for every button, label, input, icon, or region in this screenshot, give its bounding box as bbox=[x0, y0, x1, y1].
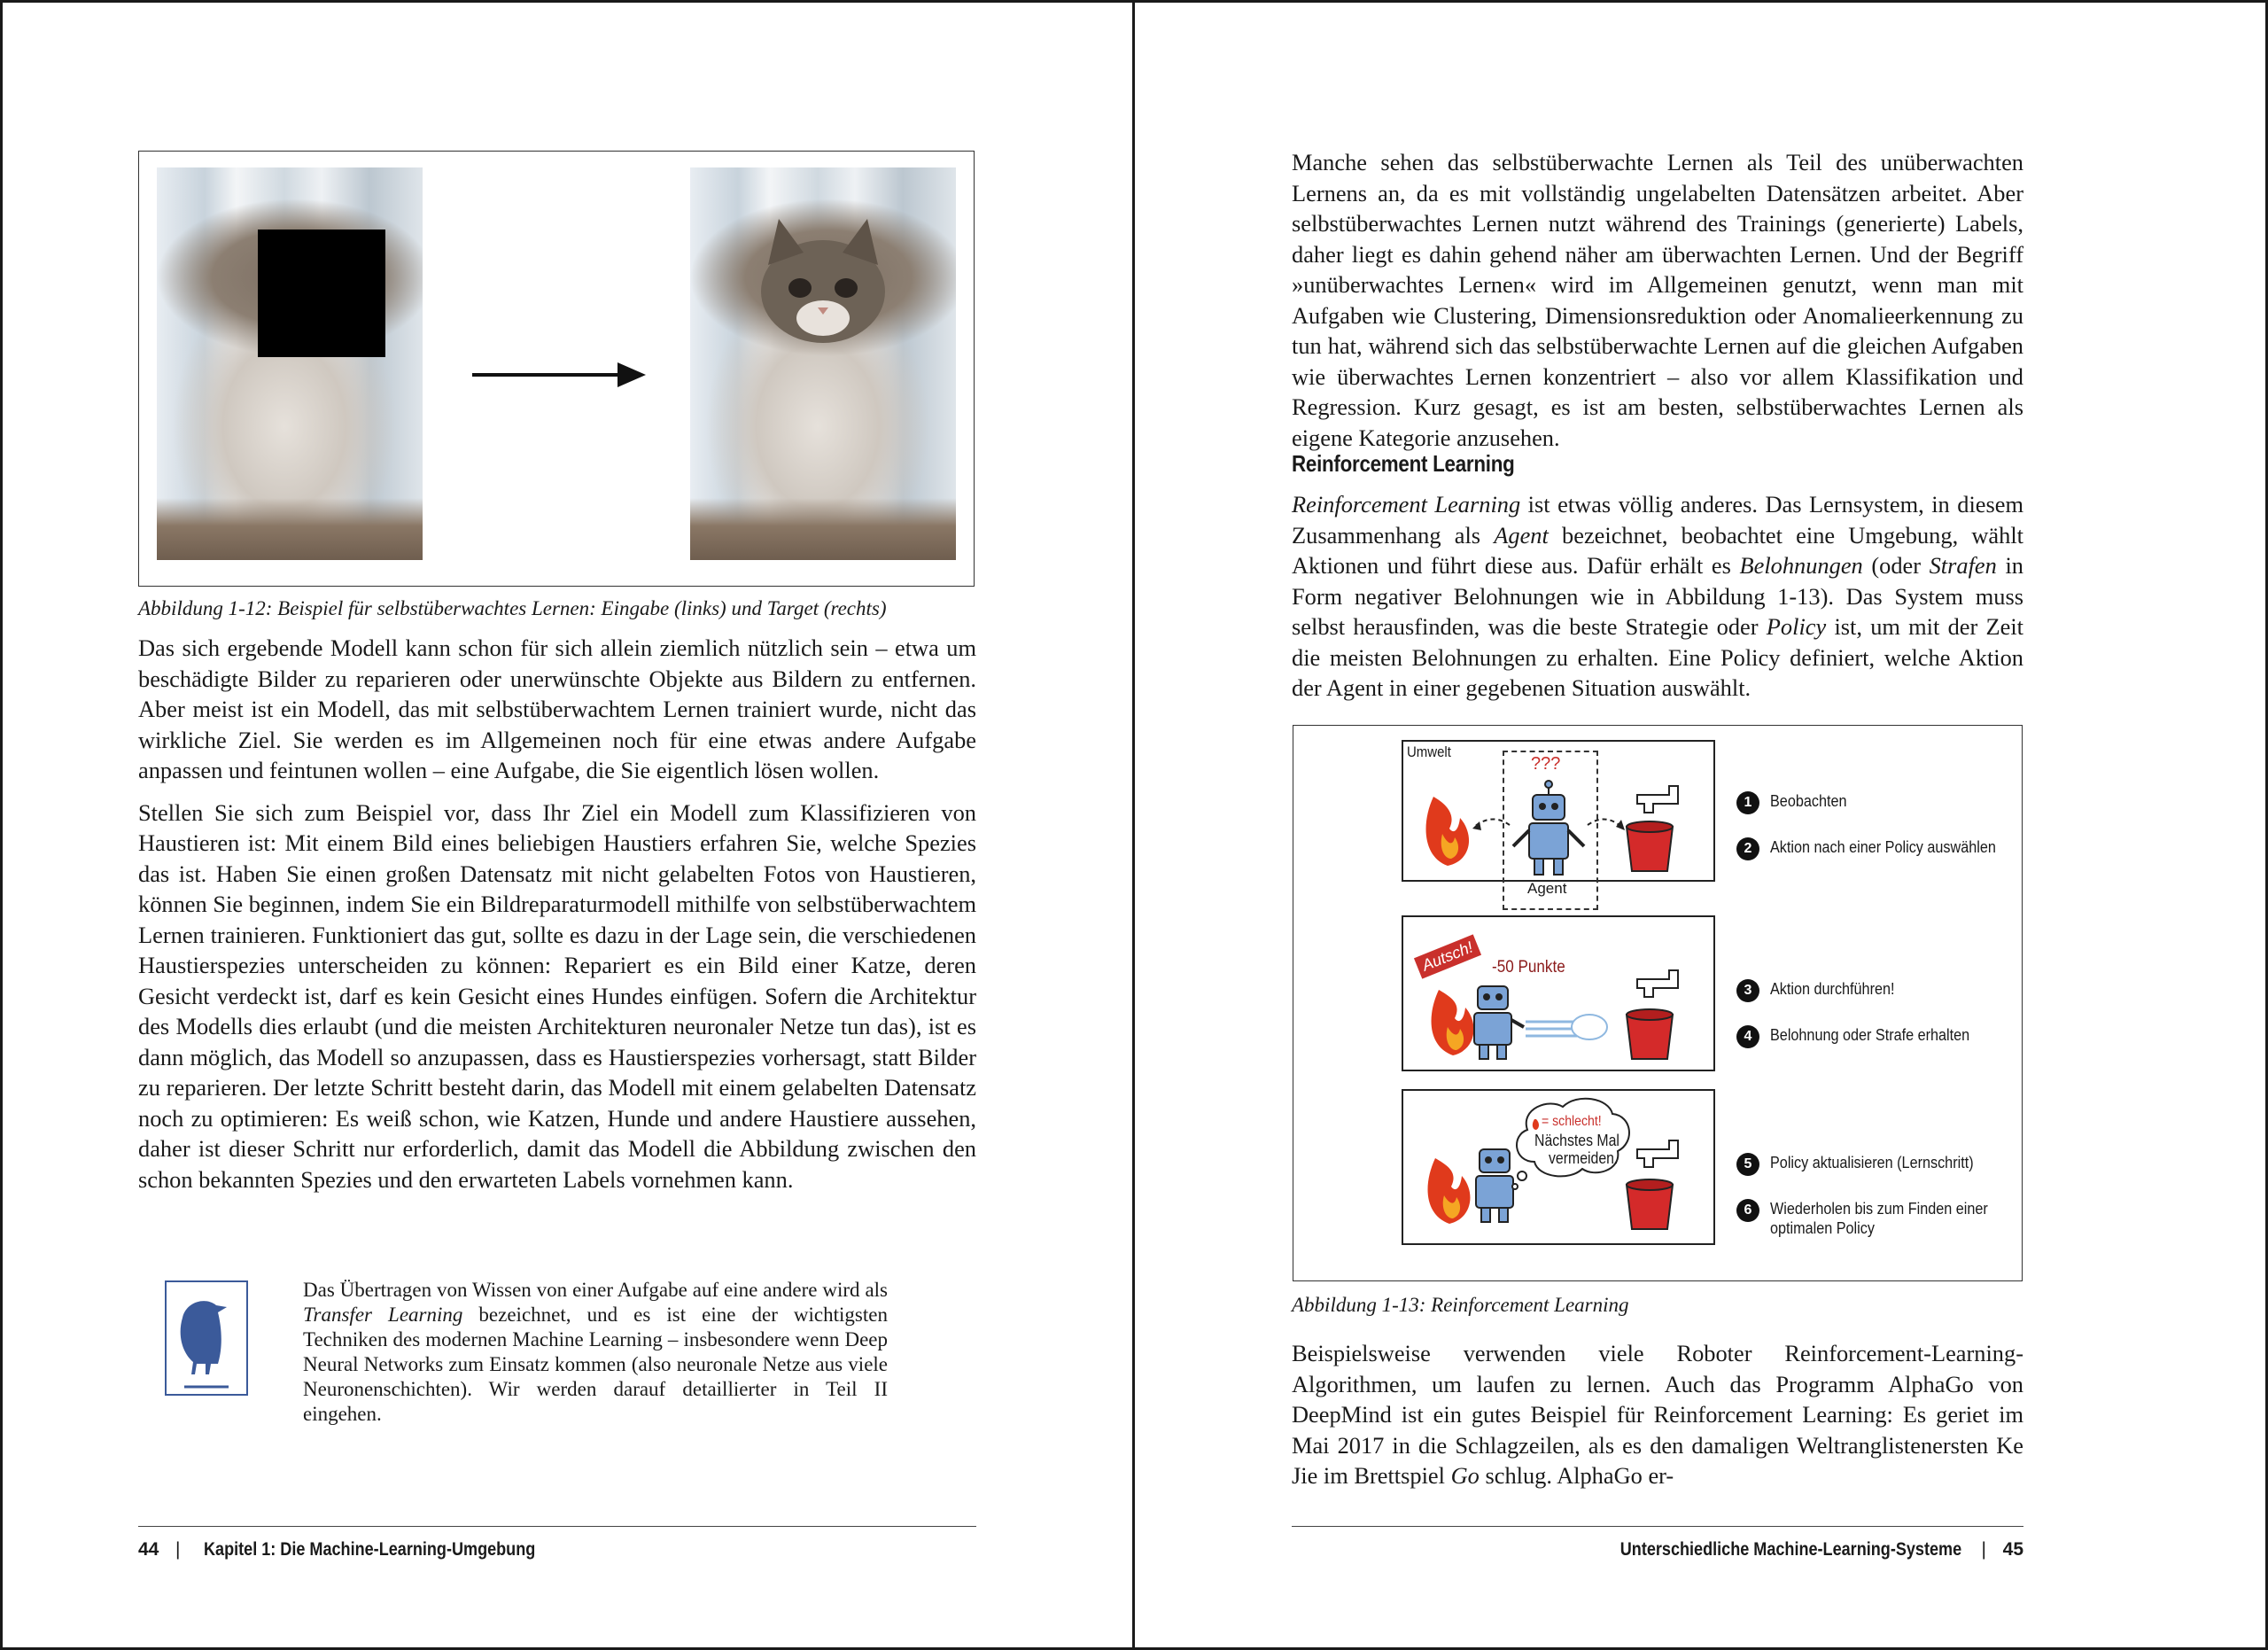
panel-learn bbox=[1402, 1089, 1715, 1245]
paragraph bbox=[1292, 489, 2023, 704]
step-item bbox=[1736, 979, 2036, 1002]
text-part: ist etwas völlig anderes. Das Lernsystem, in diesem Zusammenhang als bbox=[1292, 491, 2024, 549]
act-scene bbox=[1403, 917, 1713, 1070]
step-number-badge: 6 bbox=[1736, 1199, 1759, 1222]
paragraph: Stellen Sie sich zum Beispiel vor, dass Ihr Ziel ein Modell zum Klassifizieren von Haustieren ist: Mit einem Bild eines beliebigen Haustiers erfahren Sie, welche Spezies das ist. Haben Sie einen großen Datensatz mit nicht gelabelten Fotos von Haustieren, können Sie beginnen, indem Sie ein Bildreparaturmodell mithilfe von selbstüberwachtem Lernen trainieren. Funktioniert das gut, sollte es dazu in der Lage sein, die verschiedenen Haustierspezies unterscheiden zu können: Repariert es ein Bild einer Katze, deren Gesicht verdeckt ist, darf es kein Gesicht eines Hundes einfügen. Sofern die Architektur des Modells dies erlaubt (und die meisten Architekturen neuronaler Netze tun das), ist es dann möglich, das Modell so anzupassen, dass es Haustierspezies vorhersagt, statt Bilder zu reparieren. Der letzte Schritt besteht darin, das Modell mit einem gelabelten Datensatz noch zu optimieren: Es weiß schon, wie Katzen, Hunde und andere Haustiere aussehen, daher ist dieser Schritt nur erforderlich, damit das Modell die Abbildung zwischen den schon bekannten Spezies und den erwarteten Labels vornehmen kann. bbox=[138, 798, 976, 1193]
step-number-badge: 3 bbox=[1736, 979, 1759, 1002]
right-body-bottom bbox=[1292, 1338, 2023, 1503]
step-number-badge: 2 bbox=[1736, 837, 1759, 860]
tip-icon bbox=[165, 1280, 248, 1396]
figure-1-13-caption: Abbildung 1-13: Reinforcement Learning bbox=[1292, 1294, 1629, 1316]
step-label: Aktion durchführen! bbox=[1770, 980, 1895, 998]
umwelt-label: Umwelt bbox=[1407, 743, 1451, 760]
left-body-text bbox=[138, 633, 976, 1206]
figure-1-12-caption: Abbildung 1-12: Beispiel für selbstüberwachtes Lernen: Eingabe (links) und Target (rechts) bbox=[138, 597, 887, 619]
left-footer bbox=[138, 1526, 976, 1571]
step-item bbox=[1736, 1025, 2036, 1048]
paragraph: Manche sehen das selbstüberwachte Lernen als Teil des unüberwachten Lernens an, da es mit vollständig ungelabelten Datensätzen arbeitet. Aber selbstüberwachtes Lernen nutzt während des Trainings (generierte) Labels, daher liegt es dahin gehend näher am überwachten Lernen. Und der Begriff »unüberwachtes Lernen« wird im Allgemeinen genutzt, wenn man mit Aufgaben wie Clustering, Dimensionsreduktion oder Anomalieerkennung zu tun hat, während sich das selbstüberwachte Lernen auf die gleichen Aufgaben wie überwachtes Lernen konzentriert – also vor allem Klassifikation und Regression. Kurz gesagt, es ist am besten, selbstüberwachtes Lernen als eigene Kategorie anzusehen. bbox=[1292, 149, 2023, 451]
left-page bbox=[0, 0, 1133, 1650]
step-item bbox=[1736, 1153, 2036, 1176]
crow-icon bbox=[167, 1282, 246, 1394]
chapter-title: Kapitel 1: Die Machine-Learning-Umgebung bbox=[204, 1539, 536, 1560]
text-part: in Form negativer Belohnungen wie in Abbildung 1-13). Das System muss selbst herausfinden, was die beste Strategie oder bbox=[1292, 552, 2023, 640]
panel-observe bbox=[1402, 740, 1715, 897]
text-part: (oder bbox=[1862, 552, 1930, 579]
text-part: schlug. AlphaGo er- bbox=[1479, 1462, 1674, 1489]
tip-text bbox=[303, 1278, 888, 1427]
agent-label: Agent bbox=[1527, 880, 1567, 897]
paragraph bbox=[1292, 1338, 2023, 1491]
step-label: Aktion nach einer Policy auswählen bbox=[1770, 838, 1996, 856]
page-number: 44 bbox=[138, 1539, 159, 1560]
right-page bbox=[1135, 0, 2268, 1650]
paragraph: Das sich ergebende Modell kann schon für sich allein ziemlich nützlich sein – etwa um beschädigte Bilder zu reparieren oder unerwünschte Objekte aus Bildern zu entfernen. Aber meist ist ein Modell, das mit selbstüberwachtem Lernen trainiert wurde, nicht das wirkliche Ziel. Sie werden es im Allgemeinen noch für eine etwas andere Aufgabe anpassen und feintunen wollen – eine Aufgabe, die Sie eigentlich lösen wollen. bbox=[138, 634, 976, 783]
step-number-badge: 4 bbox=[1736, 1025, 1759, 1048]
text-part: Beispielsweise verwenden viele Roboter Reinforcement-Learning-Algorithmen, um laufen zu lernen. Auch das Programm AlphaGo von DeepMind ist ein gutes Beispiel für Reinforcement Learning: Es geriet im Mai 2017 in die Schlagzeilen, als es den damaligen Weltranglistenersten Ke Jie im Brettspiel bbox=[1292, 1340, 2023, 1489]
figure-reinforcement-learning bbox=[1293, 725, 2023, 1281]
tip-text-part: Das Übertragen von Wissen von einer Aufgabe auf eine andere wird als bbox=[303, 1279, 888, 1301]
page-number: 45 bbox=[2002, 1539, 2023, 1560]
thought-line-2: vermeiden. bbox=[1549, 1149, 1619, 1167]
section-title: Unterschiedliche Machine-Learning-Systeme bbox=[1619, 1539, 1961, 1560]
rl-text bbox=[1292, 489, 2023, 715]
step-label: Belohnung oder Strafe erhalten bbox=[1770, 1026, 1970, 1044]
step-number-badge: 5 bbox=[1736, 1153, 1759, 1176]
right-body-top bbox=[1292, 147, 2023, 464]
term: Belohnungen bbox=[1739, 552, 1863, 579]
step-item bbox=[1736, 1199, 2036, 1238]
right-footer bbox=[1292, 1526, 2023, 1571]
step-label: Beobachten bbox=[1770, 792, 1847, 810]
masked-region bbox=[258, 230, 385, 357]
thought-line-1: Nächstes Mal bbox=[1534, 1132, 1619, 1149]
step-label: Policy aktualisieren (Lernschritt) bbox=[1770, 1154, 1974, 1171]
arrow-line bbox=[472, 373, 625, 377]
text-part: ist, um mit der Zeit die meisten Belohnungen zu erhalten. Eine Policy definiert, welche Aktion der Agent in einer gegebenen Situation auswählt. bbox=[1292, 613, 2023, 701]
term: Strafen bbox=[1929, 552, 1997, 579]
tip-term: Transfer Learning bbox=[303, 1304, 463, 1326]
penalty-label: -50 Punkte bbox=[1492, 958, 1565, 977]
term: Agent bbox=[1494, 521, 1549, 549]
question-marks: ??? bbox=[1531, 754, 1561, 774]
step-item bbox=[1736, 791, 2036, 814]
bad-label: = schlecht! bbox=[1542, 1114, 1602, 1129]
panel-act bbox=[1402, 915, 1715, 1071]
kitten-target-image bbox=[690, 167, 956, 560]
term: Reinforcement Learning bbox=[1292, 491, 1521, 518]
term: Policy bbox=[1766, 613, 1827, 640]
term: Go bbox=[1450, 1462, 1480, 1489]
step-item bbox=[1736, 837, 2036, 860]
footer-separator: | bbox=[175, 1539, 181, 1560]
tip-text-part: bezeichnet, und es ist eine der wichtigsten Techniken des modernen Machine Learning – insbesondere wenn Deep Neural Networks zum Einsatz kommen (also neuronale Netze aus viele Neuronenschichten). Wir werden darauf detaillierter in Teil II eingehen. bbox=[303, 1304, 888, 1425]
kitten-face-icon bbox=[690, 167, 956, 560]
ouch-label: Autsch! bbox=[1414, 934, 1481, 978]
text-part: bezeichnet, beobachtet eine Umgebung, wählt Aktionen und führt diese aus. Dafür erhält es bbox=[1292, 521, 2023, 579]
step-label: Wiederholen bis zum Finden einer optimalen Policy bbox=[1770, 1200, 1988, 1237]
figure-self-supervised bbox=[138, 151, 975, 587]
footer-separator: | bbox=[1981, 1539, 1986, 1560]
step-number-badge: 1 bbox=[1736, 791, 1759, 814]
arrow-right-icon bbox=[617, 362, 646, 387]
section-heading: Reinforcement Learning bbox=[1292, 450, 1515, 477]
kitten-input-image bbox=[157, 167, 423, 560]
